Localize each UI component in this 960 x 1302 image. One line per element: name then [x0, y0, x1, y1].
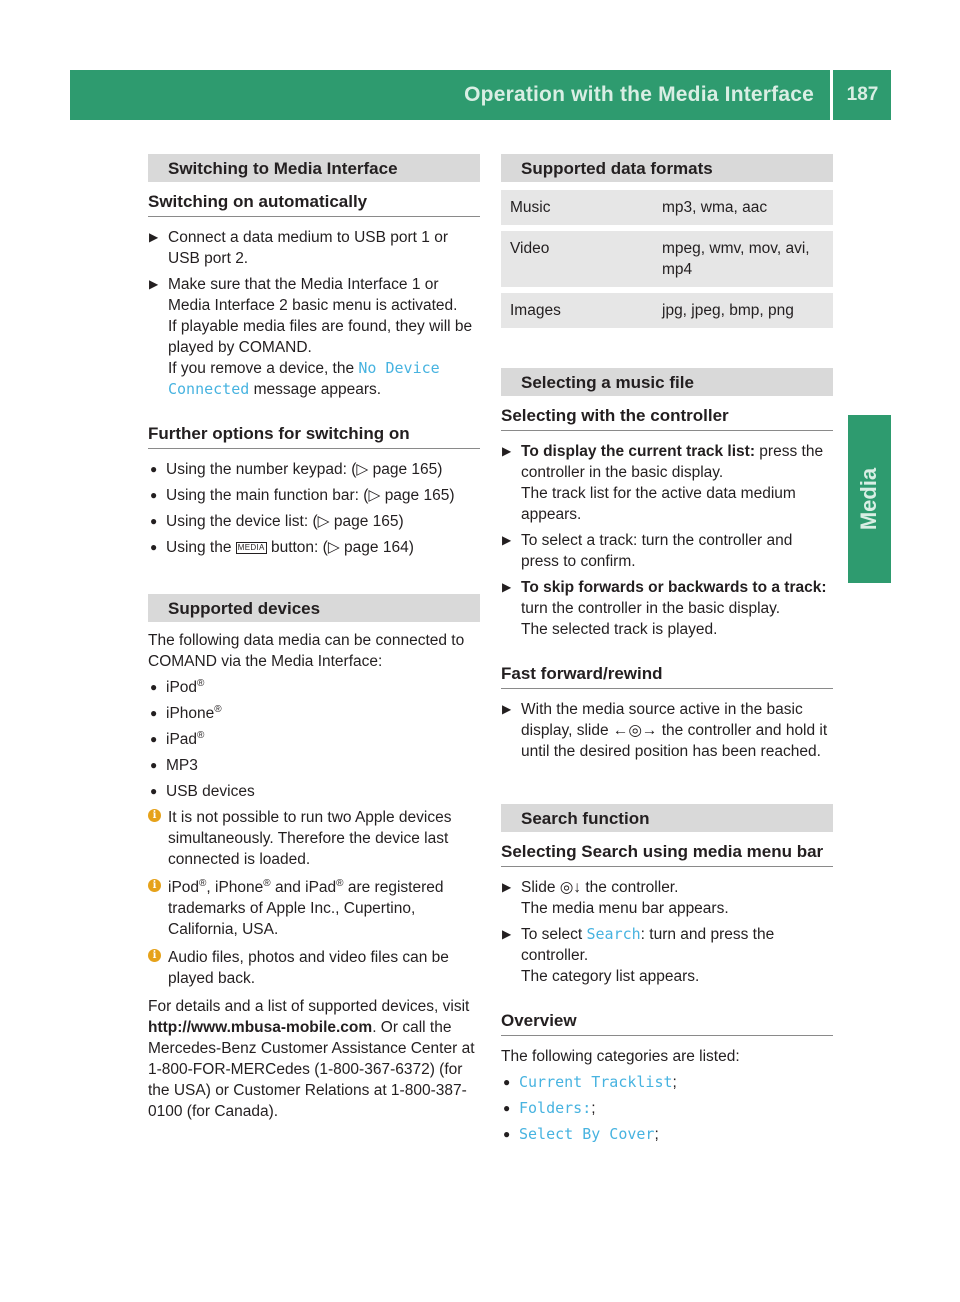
subheading-further-options: Further options for switching on: [148, 414, 480, 449]
bullet-icon: ●: [150, 488, 158, 502]
list-item: [501, 1124, 833, 1145]
info-text: , iPhone: [206, 879, 264, 896]
header-divider: [830, 70, 833, 120]
bullet-icon: ●: [150, 784, 158, 798]
table-cell-formats: jpg, jpeg, bmp, png: [653, 293, 833, 334]
list-item: [148, 677, 480, 698]
list-item: [148, 755, 480, 776]
details-text: . Or call the Mercedes-Benz Customer Assistance Center at 1-800-FOR-MERCedes (1-800-367-6372) (for the USA) or Customer Relations at 1-800-387-0100 (for Canada).: [148, 1019, 475, 1120]
bullet-icon: ●: [150, 680, 158, 694]
list-item-text: button: (▷ page 164): [266, 539, 414, 556]
controller-slide-down-icon: ◎↓: [559, 879, 582, 896]
display-menu-search: Search: [586, 925, 641, 943]
controller-slide-left-right-icon: ←◎→: [612, 722, 658, 739]
step-arrow-icon: ▶: [149, 277, 159, 291]
right-column: [501, 154, 833, 1150]
info-icon: i: [148, 809, 161, 822]
step-text: Connect a data medium to USB port 1 or USB port 2.: [168, 229, 449, 267]
list-punctuation: ;: [591, 1100, 596, 1117]
info-note: [148, 807, 480, 870]
bullet-icon: ●: [150, 540, 158, 554]
list-punctuation: ;: [654, 1126, 659, 1143]
list-item: [148, 459, 480, 480]
list-item: [148, 511, 480, 532]
subheading-fast-forward: Fast forward/rewind: [501, 654, 833, 689]
step-slide-controller: [501, 877, 833, 919]
table-cell-formats: mp3, wma, aac: [653, 190, 833, 231]
table-row: [501, 231, 833, 293]
info-icon: i: [148, 879, 161, 892]
list-item-text: USB devices: [166, 783, 255, 800]
bullet-icon: ●: [150, 758, 158, 772]
info-text: are registered trademarks of Apple Inc., Cupertino, California, USA.: [168, 879, 444, 938]
list-item: [148, 485, 480, 506]
step-text: To select a track: turn the controller and press to confirm.: [521, 532, 793, 570]
list-item-text: Using the main function bar: (▷ page 165): [166, 487, 455, 504]
subheading-overview: Overview: [501, 1001, 833, 1036]
section-heading-formats: Supported data formats: [501, 154, 833, 182]
note-text: message appears.: [249, 381, 382, 398]
table-cell-type: Images: [501, 293, 653, 334]
page-number: 187: [846, 84, 879, 105]
step-connect: [148, 227, 480, 269]
step-make-sure: [148, 274, 480, 400]
list-item-text: iPhone: [166, 705, 215, 722]
list-item-text: Using the device list: (▷ page 165): [166, 513, 404, 530]
devices-intro: The following data media can be connected to COMAND via the Media Interface:: [148, 632, 465, 670]
media-button-icon: MEDIA: [237, 543, 265, 552]
step-skip-track: [501, 577, 833, 640]
section-heading-switching: Switching to Media Interface: [148, 154, 480, 182]
step-text: Make sure that the Media Interface 1 or Media Interface 2 basic menu is activated.: [168, 276, 458, 314]
registered-mark: ®: [199, 877, 207, 889]
step-arrow-icon: ▶: [502, 702, 512, 716]
info-text: Audio files, photos and video files can be played back.: [168, 949, 449, 987]
page-header-title: Operation with the Media Interface: [464, 83, 814, 106]
step-arrow-icon: ▶: [502, 580, 512, 594]
info-icon: i: [148, 949, 161, 962]
list-item: [148, 537, 480, 558]
bullet-icon: ●: [503, 1101, 511, 1115]
table-row: [501, 190, 833, 231]
overview-intro: The following categories are listed:: [501, 1048, 740, 1065]
bullet-icon: ●: [150, 706, 158, 720]
registered-mark: ®: [197, 677, 205, 689]
left-column: [148, 154, 480, 1127]
category-current-tracklist: Current Tracklist: [519, 1073, 673, 1091]
category-folders: Folders:: [519, 1099, 592, 1117]
table-row: [501, 293, 833, 334]
bullet-icon: ●: [503, 1075, 511, 1089]
page-header-bar: [70, 70, 891, 120]
section-heading-music-file: Selecting a music file: [501, 368, 833, 396]
info-text: and iPad: [270, 879, 337, 896]
info-note: [148, 947, 480, 989]
list-item-text: iPod: [166, 679, 198, 696]
step-fast-forward: [501, 699, 833, 762]
list-item-text: Using the: [166, 539, 236, 556]
table-cell-type: Video: [501, 231, 653, 293]
table-cell-type: Music: [501, 190, 653, 231]
table-cell-formats: mpeg, wmv, mov, avi, mp4: [653, 231, 833, 293]
subheading-controller: Selecting with the controller: [501, 396, 833, 431]
list-item: [148, 781, 480, 802]
registered-mark: ®: [214, 703, 222, 715]
section-heading-devices: Supported devices: [148, 594, 480, 622]
details-text: For details and a list of supported devices, visit: [148, 998, 470, 1015]
bullet-icon: ●: [150, 514, 158, 528]
step-bold-text: To display the current track list:: [521, 443, 755, 460]
step-select-track: [501, 530, 833, 572]
list-item: [148, 703, 480, 724]
list-item: [501, 1072, 833, 1093]
data-formats-table: [501, 190, 833, 334]
bullet-icon: ●: [150, 732, 158, 746]
list-punctuation: ;: [672, 1074, 677, 1091]
step-display-track-list: [501, 441, 833, 525]
step-result: If playable media files are found, they will be played by COMAND.: [168, 318, 473, 356]
step-bold-text: To skip forwards or backwards to a track:: [521, 579, 827, 596]
subheading-switching-auto: Switching on automatically: [148, 182, 480, 217]
list-item-text: iPad: [166, 731, 198, 748]
step-arrow-icon: ▶: [502, 927, 512, 941]
step-arrow-icon: ▶: [502, 444, 512, 458]
list-item: [148, 729, 480, 750]
note-text: If you remove a device, the: [168, 360, 359, 377]
step-text: To select: [521, 926, 587, 943]
step-text: Slide: [521, 879, 560, 896]
registered-mark: ®: [336, 877, 344, 889]
step-text: : turn and press the controller.: [521, 926, 775, 964]
step-result: The category list appears.: [521, 968, 700, 985]
step-result: The track list for the active data medium appears.: [521, 485, 796, 523]
section-heading-search: Search function: [501, 804, 833, 832]
step-arrow-icon: ▶: [502, 533, 512, 547]
step-text: turn the controller in the basic display.: [521, 600, 781, 617]
step-result: The media menu bar appears.: [521, 900, 729, 917]
list-item-text: MP3: [166, 757, 198, 774]
step-text: With the media source active in the basic display, slide: [521, 701, 803, 739]
details-paragraph: [148, 996, 480, 1122]
website-url: http://www.mbusa-mobile.com: [148, 1019, 373, 1036]
step-arrow-icon: ▶: [502, 880, 512, 894]
bullet-icon: ●: [503, 1127, 511, 1141]
remove-device-note: [168, 358, 480, 400]
subheading-search-menu-bar: Selecting Search using media menu bar: [501, 832, 833, 867]
display-message-no-device: No Device Connected: [168, 359, 440, 398]
step-text: the controller.: [581, 879, 679, 896]
bullet-icon: ●: [150, 462, 158, 476]
step-text: press the controller in the basic display.: [521, 443, 824, 481]
step-text: the controller and hold it until the desired position has been reached.: [521, 722, 828, 760]
info-note: [148, 877, 480, 940]
registered-mark: ®: [197, 729, 205, 741]
chapter-side-tab-label: Media: [856, 467, 882, 531]
list-item: [501, 1098, 833, 1119]
step-result: The selected track is played.: [521, 621, 718, 638]
step-arrow-icon: ▶: [149, 230, 159, 244]
chapter-side-marker: [848, 540, 891, 583]
step-select-search: [501, 924, 833, 987]
category-select-by-cover: Select By Cover: [519, 1125, 655, 1143]
info-text: iPod: [168, 879, 200, 896]
list-item-text: Using the number keypad: (▷ page 165): [166, 461, 443, 478]
registered-mark: ®: [263, 877, 271, 889]
info-text: It is not possible to run two Apple devices simultaneously. Therefore the device last connected is loaded.: [168, 809, 452, 868]
